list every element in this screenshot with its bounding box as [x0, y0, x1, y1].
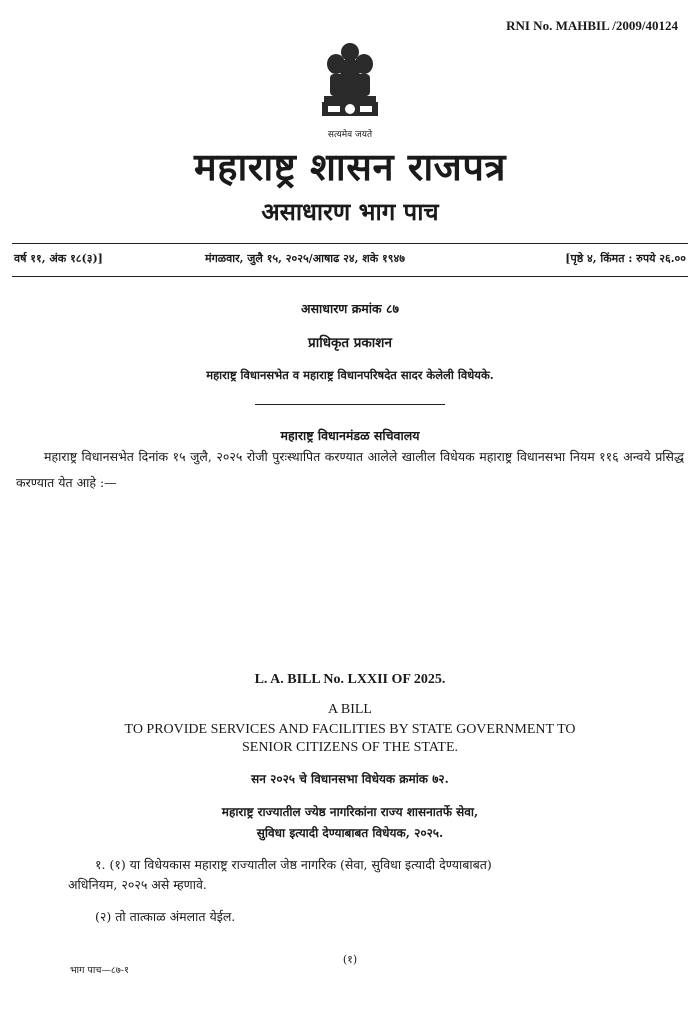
gazette-title: महाराष्ट्र शासन राजपत्र [194, 144, 506, 189]
bill-purpose-line1: TO PROVIDE SERVICES AND FACILITIES BY STATE GOVERNMENT TO [124, 722, 576, 737]
bill-purpose-line2: SENIOR CITIZENS OF THE STATE. [241, 740, 458, 755]
top-rule [12, 243, 688, 244]
rni-number: RNI No. MAHBIL /2009/40124 [506, 18, 678, 33]
footer-code: भाग पाच—८७-१ [70, 965, 129, 976]
extraordinary-number: असाधारण क्रमांक ८७ [301, 301, 399, 316]
page-number: (१) [342, 953, 358, 966]
marathi-bill-title-line2: सुविधा इत्यादी देण्याबाबत विधेयक, २०२५. [256, 826, 444, 840]
bill-number: L. A. BILL No. LXXII OF 2025. [254, 672, 446, 687]
clause-1-line1: १. (१) या विधेयकास महाराष्ट्र राज्यातील जेष्ठ नागरिक (सेवा, सुविधा इत्यादी देण्याबाबत) [95, 857, 492, 872]
clause-1-line2: अधिनियम, २०२५ असे म्हणावे. [68, 877, 207, 892]
emblem-motto: सत्यमेव जयते [327, 130, 373, 140]
authorized-publication: प्राधिकृत प्रकाशन [308, 335, 392, 351]
national-emblem-icon [316, 40, 384, 124]
clause-2: (२) तो तात्काळ अंमलात येईल. [95, 909, 236, 924]
bottom-rule [12, 276, 688, 277]
marathi-bill-number: सन २०२५ चे विधानसभा विधेयक क्रमांक ७२. [251, 772, 449, 786]
notice-paragraph: महाराष्ट्र विधानसभेत दिनांक १५ जुलै, २०२५ रोजी पुरःस्थापित करण्यात आलेले खालील विधेयक महाराष्ट्र विधानसभा नियम ११६ अन्वये प्रसिद्ध करण्यात येत आहे :— [16, 449, 684, 490]
publication-date: मंगळवार, जुलै १५, २०२५/आषाढ २४, शके १९४७ [205, 252, 405, 265]
marathi-bill-title-line1: महाराष्ट्र राज्यातील ज्येष्ठ नागरिकांना राज्य शासनातर्फे सेवा, [221, 805, 479, 819]
secretariat-heading: महाराष्ट्र विधानमंडळ सचिवालय [280, 428, 420, 443]
pages-price: [पृष्ठे ४, किंमत : रुपये २६.०० [565, 252, 686, 265]
bills-statement: महाराष्ट्र विधानसभेत व महाराष्ट्र विधानपरिषदेत सादर केलेली विधेयके. [206, 368, 494, 382]
section-divider [255, 404, 445, 405]
gazette-subtitle: असाधारण भाग पाच [261, 197, 439, 226]
a-bill: A BILL [328, 702, 372, 717]
volume-issue: वर्ष ११, अंक १८(३)] [14, 252, 103, 265]
